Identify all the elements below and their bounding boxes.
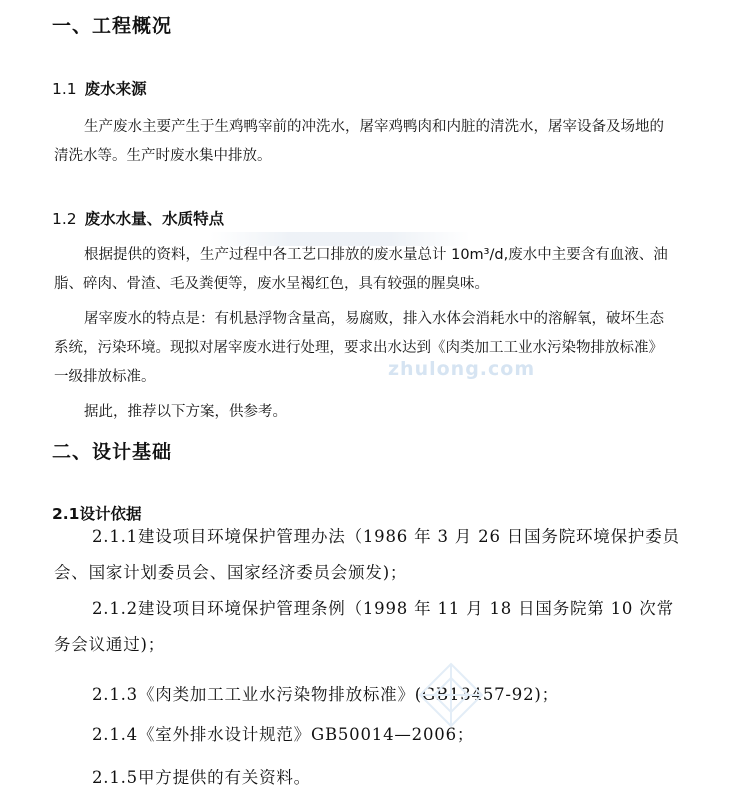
subsection-1-2-heading (52, 207, 224, 229)
subsection-1-1-heading (52, 77, 147, 99)
basis-item-2-1-4: 2.1.4《室外排水设计规范》GB50014—2006； (92, 725, 475, 744)
subsection-1-1-title: 废水来源 (84, 80, 147, 98)
subsection-1-2-title: 废水水量、水质特点 (84, 210, 225, 228)
watermark-logo-icon (416, 660, 486, 730)
basis-item-2-1-5: 2.1.5甲方提供的有关资料。 (92, 768, 311, 787)
basis-item-2-1-3: 2.1.3《肉类加工工业水污染物排放标准》(GB13457-92)； (92, 685, 559, 704)
section-1-heading: 一、工程概况 (52, 15, 173, 37)
recommendation-paragraph: 据此，推荐以下方案，供参考。 (84, 404, 287, 420)
basis-item-2-1-1: 2.1.1建设项目环境保护管理办法（1986 年 3 月 26 日国务院环境保护委员会、国家计划委员会、国家经济委员会颁发)； (54, 527, 680, 582)
wastewater-source-paragraph: 生产废水主要产生于生鸡鸭宰前的冲洗水，屠宰鸡鸭肉和内脏的清洗水，屠宰设备及场地的清洗水等。生产时废水集中排放。 (54, 119, 664, 164)
subsection-1-1-number: 1.1 (52, 80, 77, 98)
watermark-text: zhulong.com (388, 358, 536, 380)
subsection-1-2-number: 1.2 (52, 210, 77, 228)
section-2-heading: 二、设计基础 (52, 441, 173, 463)
water-quality-paragraph-2: 屠宰废水的特点是：有机悬浮物含量高，易腐败，排入水体会消耗水中的溶解氧，破坏生态系统，污染环境。现拟对屠宰废水进行处理，要求出水达到《肉类加工工业水污染物排放标准》一级排放标准。 (54, 311, 664, 385)
subsection-2-1-heading: 2.1设计依据 (52, 505, 142, 523)
basis-item-2-1-2: 2.1.2建设项目环境保护管理条例（1998 年 11 月 18 日国务院第 10 次常务会议通过)； (54, 599, 674, 654)
water-quality-paragraph-1: 根据提供的资料，生产过程中各工艺口排放的废水量总计 10m³/d,废水中主要含有血液、油脂、碎肉、骨渣、毛及粪便等，废水呈褐红色，具有较强的腥臭味。 (54, 247, 668, 292)
